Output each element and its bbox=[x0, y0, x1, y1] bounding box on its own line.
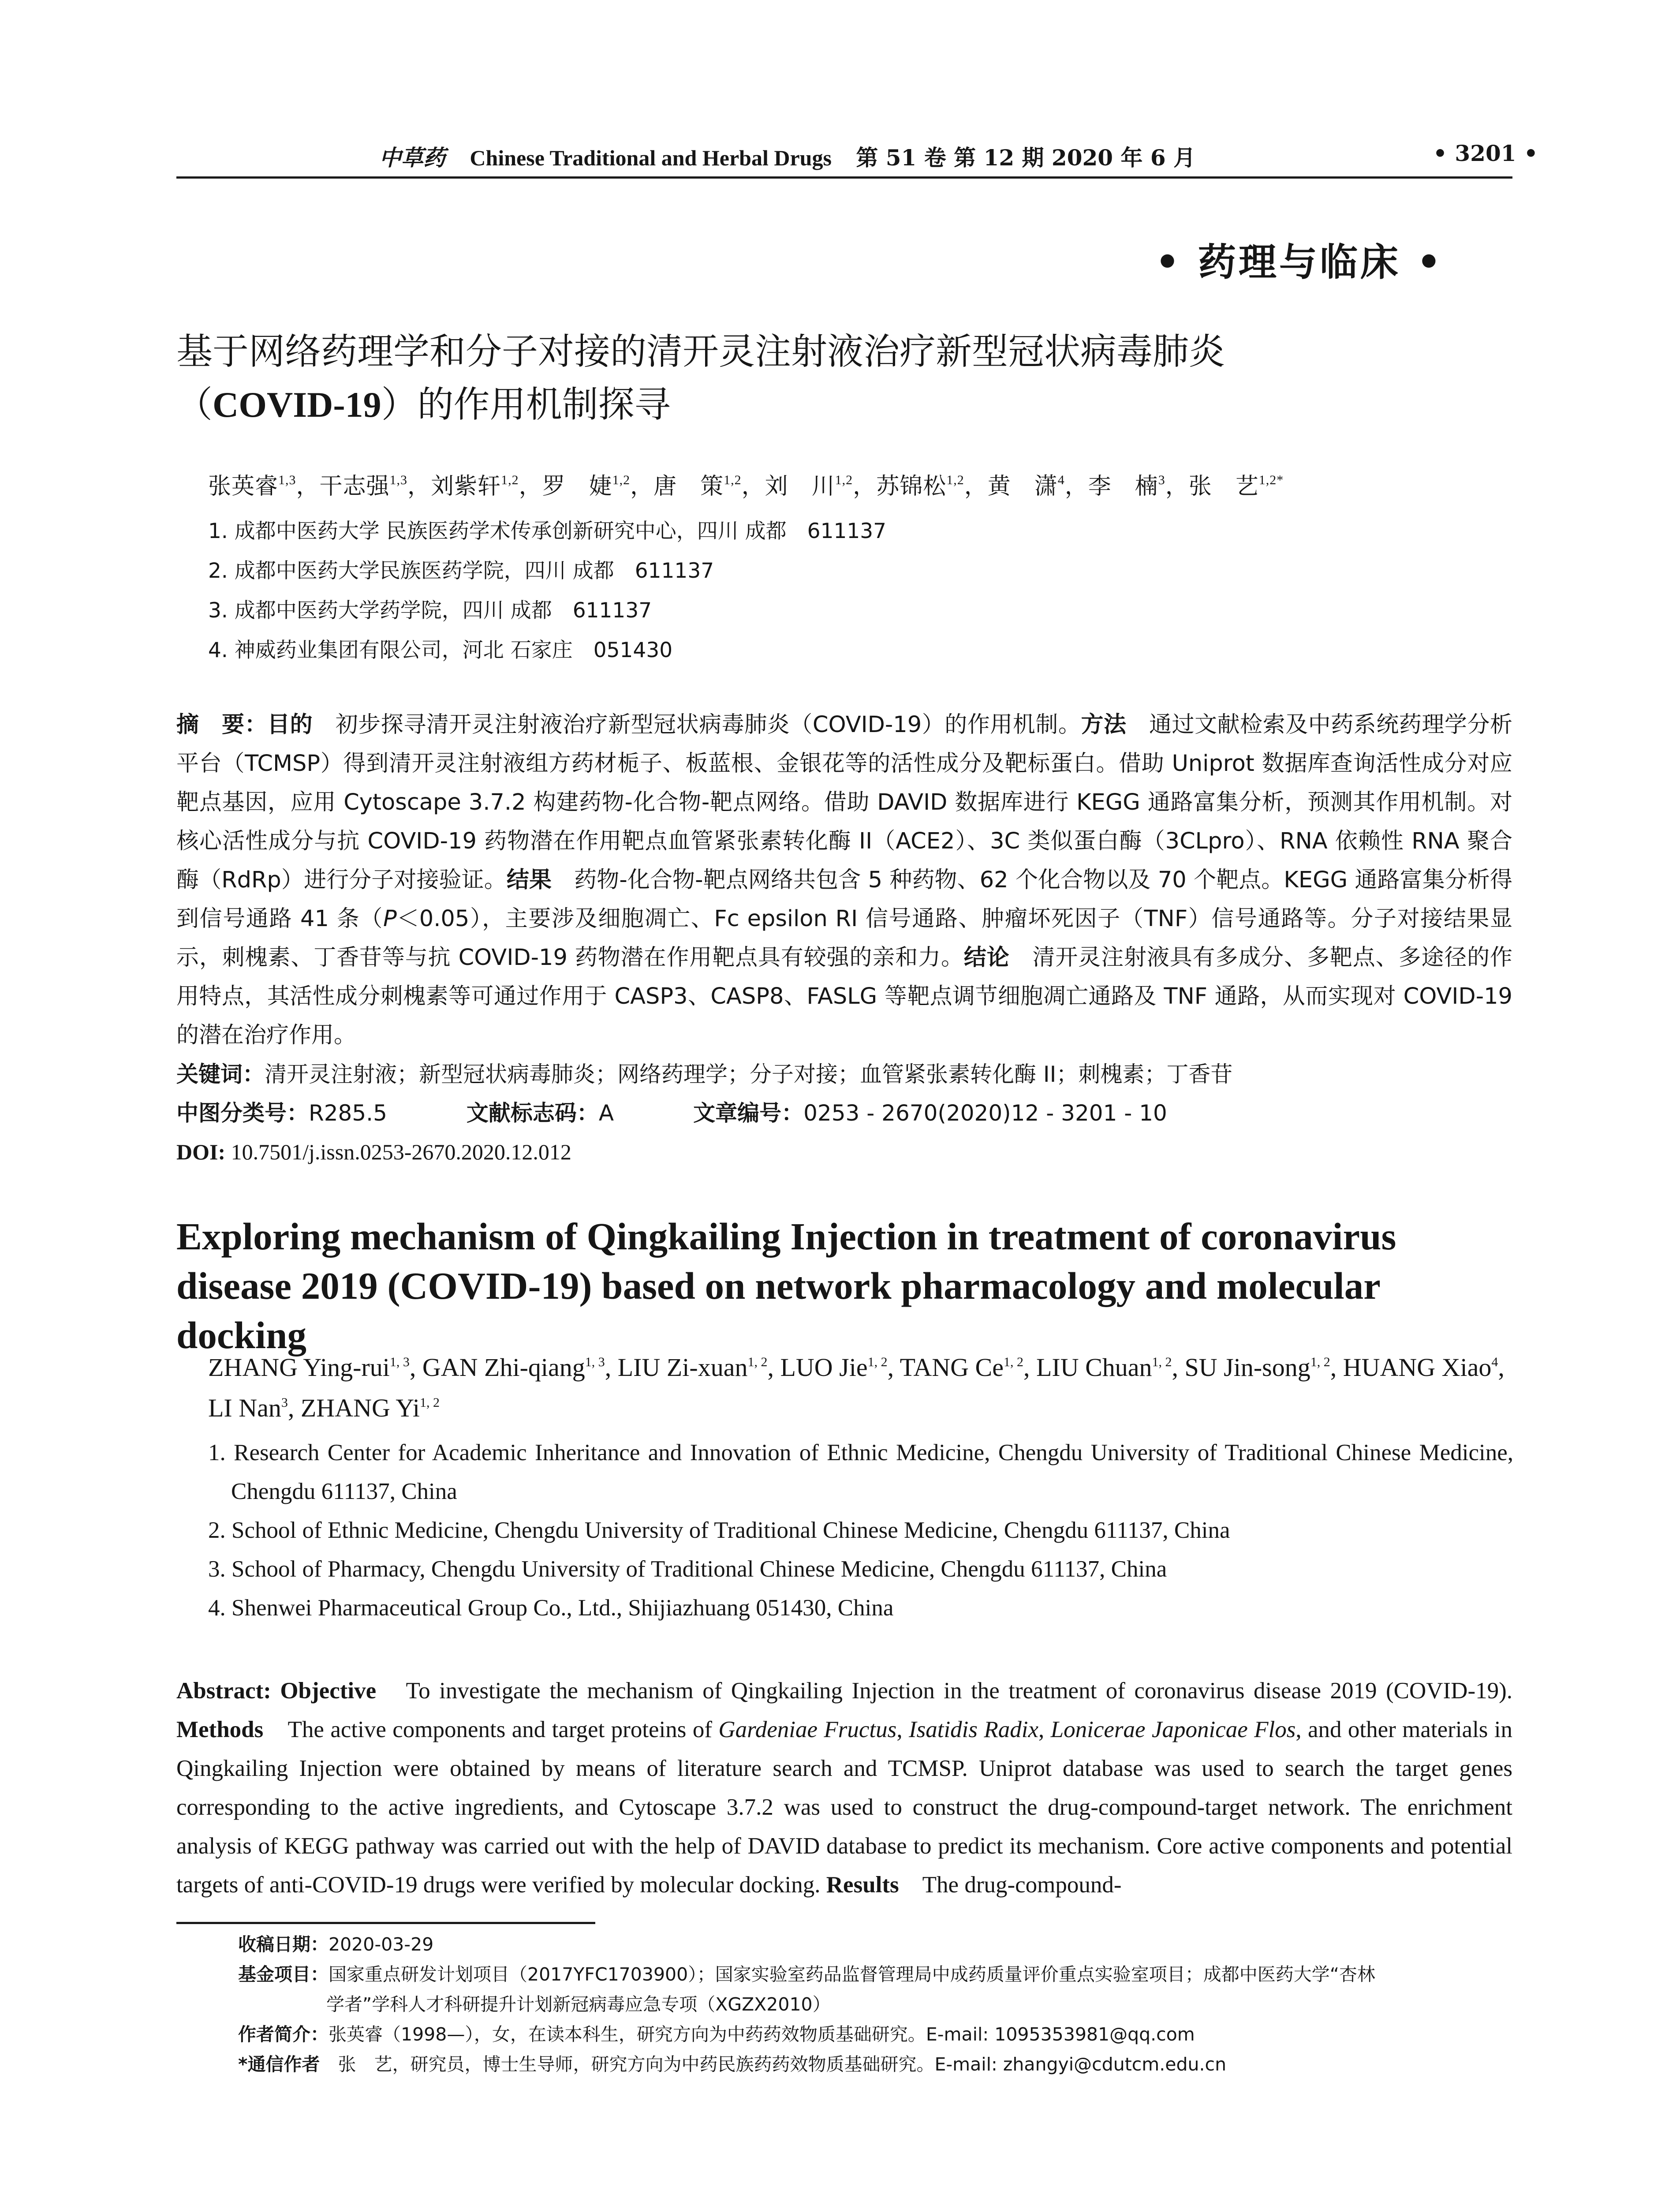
section-label: • 药理与临床 • bbox=[1155, 240, 1444, 284]
header-rule bbox=[176, 176, 1512, 179]
classification-line bbox=[176, 1094, 1512, 1132]
articleno-value: 0253 - 2670(2020)12 - 3201 - 10 bbox=[803, 1100, 1167, 1126]
doi-line bbox=[176, 1132, 1512, 1171]
author-name: LI Nan bbox=[208, 1394, 281, 1422]
affiliation-en: 3. School of Pharmacy, Chengdu University of Traditional Chinese Medicine, Chengdu 611137, China bbox=[208, 1556, 1167, 1582]
author-affiliation-index: 1,2 bbox=[724, 473, 742, 487]
affiliation-cn: 3. 成都中医药大学药学院，四川 成都 611137 bbox=[208, 598, 652, 623]
keywords-label: 关键词： bbox=[176, 1061, 265, 1087]
journal-issue: 第 51 卷 第 12 期 2020 年 6 月 bbox=[856, 145, 1196, 171]
footnote-value: 张英睿（1998—），女，在读本科生，研究方向为中药药效物质基础研究。E-mail: 1095353981@qq.com bbox=[329, 2024, 1195, 2045]
author-cn bbox=[431, 473, 519, 500]
author-affiliation-index: 1,2 bbox=[835, 473, 853, 487]
author-list-en: ZHANG Ying-rui$^{1, 3}$, GAN Zhi-qiang$^{1, 3}$, LIU Zi-xuan$^{1, 2}$, LUO Jie$^{1, 2}$, TANG Ce$^{1, 2}$, LIU Chuan$^{1, 2}$, SU Jin-song$^{1, 2}$, HUANG Xiao$^4$, LI Nan$^3$, ZHANG Yi$^{1, 2}$ bbox=[208, 1353, 1505, 1422]
author-name: 唐 策 bbox=[653, 473, 724, 500]
footnote-rule bbox=[176, 1922, 595, 1924]
author-en bbox=[618, 1353, 768, 1382]
abstract-cn-body bbox=[176, 706, 1512, 1055]
objective-text: 初步探寻清开灵注射液治疗新型冠状病毒肺炎（COVID-19）的作用机制。 bbox=[313, 712, 1081, 738]
author-en bbox=[208, 1353, 410, 1382]
author-name: 张英睿 bbox=[208, 473, 279, 500]
herb-name: Gardeniae Fructus bbox=[718, 1717, 897, 1742]
footnote-label: 基金项目： bbox=[238, 1964, 329, 1985]
author-affiliation-index: 1,2 bbox=[946, 473, 964, 487]
author-en bbox=[1343, 1353, 1498, 1382]
author-en bbox=[780, 1353, 887, 1382]
author-list-cn: 张英睿$^{1,3}$，干志强$^{1,3}$，刘紫轩$^{1,2}$，罗 婕$^{1,2}$，唐 策$^{1,2}$，刘 川$^{1,2}$，苏锦松$^{1,2}$，黄 潇$^4$，李 楠$^3$，张 艺$^{1,2*}$ bbox=[208, 473, 1284, 500]
author-affiliation-index: 1, 3 bbox=[389, 1355, 410, 1369]
affiliation-en: 4. Shenwei Pharmaceutical Group Co., Ltd., Shijiazhuang 051430, China bbox=[208, 1595, 894, 1621]
author-name: 李 楠 bbox=[1088, 473, 1158, 500]
methods-en-label: Methods bbox=[176, 1717, 264, 1742]
article-title-en: Exploring mechanism of Qingkailing Injection in treatment of coronavirus disease 2019 (COVID-19) based on network pharmacology and molecular docking bbox=[176, 1215, 1396, 1357]
title-cn-line-2 bbox=[176, 378, 1512, 431]
footnote-label: 收稿日期： bbox=[238, 1934, 329, 1955]
journal-name-cn: 中草药 bbox=[379, 145, 445, 171]
author-en bbox=[900, 1353, 1023, 1382]
author-affiliation-index: 1,3 bbox=[278, 473, 296, 487]
author-affiliation-index: 3 bbox=[281, 1395, 288, 1410]
author-name: HUANG Xiao bbox=[1343, 1353, 1492, 1382]
conclusion-text: 清开灵注射液具有多成分、多靶点、多途径的作用特点，其活性成分刺槐素等可通过作用于 CASP3、CASP8、FASLG 等靶点调节细胞凋亡通路及 TNF 通路，从而实现对 COVID-19 的潜在治疗作用。 bbox=[176, 945, 1512, 1048]
herb-name: Lonicerae Japonicae Flos bbox=[1050, 1717, 1296, 1742]
affiliation-en: 2. School of Ethnic Medicine, Chengdu University of Traditional Chinese Medicine, Chengdu 611137, China bbox=[208, 1517, 1230, 1543]
author-affiliation-index: 1, 2 bbox=[1310, 1355, 1330, 1369]
author-affiliation-index: 1,2 bbox=[612, 473, 631, 487]
author-name: ZHANG Yi bbox=[300, 1394, 420, 1422]
affiliation-cn: 4. 神威药业集团有限公司，河北 石家庄 051430 bbox=[208, 638, 673, 662]
title-cn-line-1: 基于网络药理学和分子对接的清开灵注射液治疗新型冠状病毒肺炎 bbox=[176, 331, 1225, 373]
author-name: 黄 潇 bbox=[987, 473, 1058, 500]
author-name: 罗 婕 bbox=[542, 473, 612, 500]
abstract-en-label: Abstract: Objective bbox=[176, 1678, 377, 1704]
author-cn bbox=[988, 473, 1065, 500]
doccode-value: A bbox=[598, 1100, 614, 1126]
author-affiliation-index: 3 bbox=[1158, 473, 1165, 487]
results-text-cont: ＜0.05），主要涉及细胞凋亡、Fc epsilon RI 信号通路、肿瘤坏死因子（TNF）信号通路等。分子对接结果显示，刺槐素、丁香苷等与抗 COVID-19 药物潜在作用靶点具有较强的亲和力。 bbox=[176, 906, 1512, 971]
footnote-fund bbox=[238, 1959, 1512, 1989]
author-affiliation-index: 1,2* bbox=[1258, 473, 1284, 487]
doi-value: 10.7501/j.issn.0253-2670.2020.12.012 bbox=[225, 1140, 571, 1164]
footnote-received bbox=[238, 1929, 1512, 1959]
author-name: ZHANG Ying-rui bbox=[208, 1353, 390, 1382]
author-affiliation-index: 4 bbox=[1491, 1355, 1498, 1369]
author-name: 苏锦松 bbox=[876, 473, 947, 500]
methods-en-text-cont: , and other materials in Qingkailing Injection were obtained by means of literature search and TCMSP. Uniprot database was used to search the target genes corresponding to the active ingredients, and Cytoscape 3.7.2 was used to construct the drug-compound-target network. The enrichment analysis of KEGG pathway was carried out with the help of DAVID database to predict its mechanism. Core active components and potential targets of anti-COVID-19 drugs were verified by molecular docking. bbox=[176, 1717, 1513, 1898]
author-name: TANG Ce bbox=[900, 1353, 1004, 1382]
author-cn bbox=[1088, 473, 1165, 500]
methods-label: 方法 bbox=[1081, 712, 1127, 738]
p-value-symbol: P bbox=[383, 906, 397, 932]
author-affiliation-index: 4 bbox=[1057, 473, 1065, 487]
results-en-label: Results bbox=[826, 1872, 899, 1898]
author-affiliation-index: 1, 2 bbox=[1152, 1355, 1172, 1369]
affiliation-cn: 1. 成都中医药大学 民族医药学术传承创新研究中心，四川 成都 611137 bbox=[208, 519, 887, 543]
author-name: 张 艺 bbox=[1188, 473, 1259, 500]
author-name: 刘 川 bbox=[765, 473, 835, 500]
footnote-value: 2020-03-29 bbox=[329, 1934, 434, 1955]
journal-name-en: Chinese Traditional and Herbal Drugs bbox=[470, 146, 832, 170]
running-header bbox=[0, 132, 1680, 172]
footnote-fund-cont bbox=[238, 1989, 1512, 2019]
author-name: LIU Zi-xuan bbox=[617, 1353, 748, 1382]
doi-label: DOI: bbox=[176, 1140, 226, 1164]
author-name: LUO Jie bbox=[780, 1353, 868, 1382]
article-title-cn bbox=[176, 325, 1512, 431]
author-cn bbox=[542, 473, 631, 500]
author-affiliation-index: 1,2 bbox=[501, 473, 519, 487]
conclusion-label: 结论 bbox=[963, 945, 1010, 971]
footnote-value: 国家重点研发计划项目（2017YFC1703900）；国家实验室药品监督管理局中成药质量评价重点实验室项目；成都中医药大学“杏林 bbox=[329, 1964, 1375, 1985]
author-en bbox=[1185, 1353, 1330, 1382]
herb-separator: , bbox=[1038, 1717, 1051, 1742]
methods-text: 通过文献检索及中药系统药理学分析平台（TCMSP）得到清开灵注射液组方药材栀子、板蓝根、金银花等的活性成分及靶标蛋白。借助 Uniprot 数据库查询活性成分对应靶点基因，应用 Cytoscape 3.7.2 构建药物-化合物-靶点网络。借助 DAVID 数据库进行 KEGG 通路富集分析，预测其作用机制。对核心活性成分与抗 COVID-19 药物潜在作用靶点血管紧张素转化酶 II（ACE2）、3C 类似蛋白酶（3CLpro）、RNA 依赖性 RNA 聚合酶（RdRp）进行分子对接验证。 bbox=[176, 712, 1512, 893]
footnote-author-bio bbox=[238, 2019, 1512, 2049]
author-cn bbox=[208, 473, 296, 500]
author-en bbox=[1036, 1353, 1172, 1382]
author-cn bbox=[320, 473, 408, 500]
author-en bbox=[208, 1394, 288, 1422]
results-text: 药物-化合物-靶点网络共包含 5 种药物、62 个化合物以及 70 个靶点。KEGG 通路富集分析得到信号通路 41 条（ bbox=[176, 867, 1512, 932]
page-number: • 3201 • bbox=[1433, 140, 1538, 166]
objective-en-text: To investigate the mechanism of Qingkailing Injection in the treatment of coronavirus disease 2019 (COVID-19). bbox=[376, 1678, 1512, 1704]
abstract-en bbox=[176, 1671, 1512, 1904]
results-en-text: The drug-compound- bbox=[899, 1872, 1122, 1898]
author-affiliation-index: 1, 3 bbox=[585, 1355, 605, 1369]
author-affiliation-index: 1, 2 bbox=[420, 1395, 440, 1410]
title-cn-covid: COVID-19 bbox=[213, 385, 381, 425]
footnote-value: 学者”学科人才科研提升计划新冠病毒应急专项（XGZX2010） bbox=[326, 1994, 831, 2015]
footnote-label: 作者简介： bbox=[238, 2024, 329, 2045]
title-cn-rest: ）的作用机制探寻 bbox=[381, 384, 671, 426]
author-name: SU Jin-song bbox=[1184, 1353, 1310, 1382]
author-affiliation-index: 1,3 bbox=[389, 473, 408, 487]
author-cn bbox=[1189, 473, 1284, 500]
herb-separator: , bbox=[896, 1717, 909, 1742]
affiliations-en bbox=[208, 1433, 1513, 1627]
author-name: LIU Chuan bbox=[1036, 1353, 1152, 1382]
author-name: 刘紫轩 bbox=[431, 473, 501, 500]
doccode-label: 文献标志码： bbox=[466, 1100, 599, 1126]
clc-label: 中图分类号： bbox=[176, 1100, 309, 1126]
keywords-text: 清开灵注射液；新型冠状病毒肺炎；网络药理学；分子对接；血管紧张素转化酶 II；刺槐素；丁香苷 bbox=[265, 1061, 1233, 1087]
author-affiliation-index: 1, 2 bbox=[1003, 1355, 1023, 1369]
author-affiliation-index: 1, 2 bbox=[747, 1355, 768, 1369]
methods-en-text: The active components and target proteins of bbox=[263, 1717, 719, 1742]
author-name: 干志强 bbox=[319, 473, 390, 500]
journal-masthead bbox=[379, 140, 1195, 172]
footnote-corresponding bbox=[238, 2049, 1512, 2079]
keywords bbox=[176, 1055, 1512, 1094]
author-cn bbox=[765, 473, 853, 500]
affiliations-cn bbox=[208, 512, 886, 670]
author-en bbox=[422, 1353, 605, 1382]
clc-value: R285.5 bbox=[309, 1100, 387, 1126]
articleno-label: 文章编号： bbox=[693, 1100, 804, 1126]
herb-name: Isatidis Radix bbox=[908, 1717, 1039, 1742]
author-name: GAN Zhi-qiang bbox=[422, 1353, 585, 1382]
footnote-value: 张 艺，研究员，博士生导师，研究方向为中药民族药药效物质基础研究。E-mail: zhangyi@cdutcm.edu.cn bbox=[320, 2054, 1227, 2075]
results-label: 结果 bbox=[506, 867, 552, 893]
abstract-cn-label: 摘 要： bbox=[176, 712, 268, 738]
author-affiliation-index: 1, 2 bbox=[867, 1355, 888, 1369]
objective-label: 目的 bbox=[267, 712, 313, 738]
abstract-cn bbox=[176, 706, 1512, 1171]
affiliation-en: 1. Research Center for Academic Inheritance and Innovation of Ethnic Medicine, Chengdu University of Traditional Chinese Medicine, Chengdu 611137, China bbox=[208, 1440, 1513, 1504]
title-cn-paren: （ bbox=[176, 384, 213, 426]
footnote-label: *通信作者 bbox=[238, 2054, 320, 2075]
affiliation-cn: 2. 成都中医药大学民族医药学院，四川 成都 611137 bbox=[208, 559, 714, 583]
author-cn bbox=[876, 473, 964, 500]
footnotes bbox=[238, 1929, 1512, 2079]
author-en bbox=[301, 1394, 440, 1422]
author-cn bbox=[653, 473, 742, 500]
